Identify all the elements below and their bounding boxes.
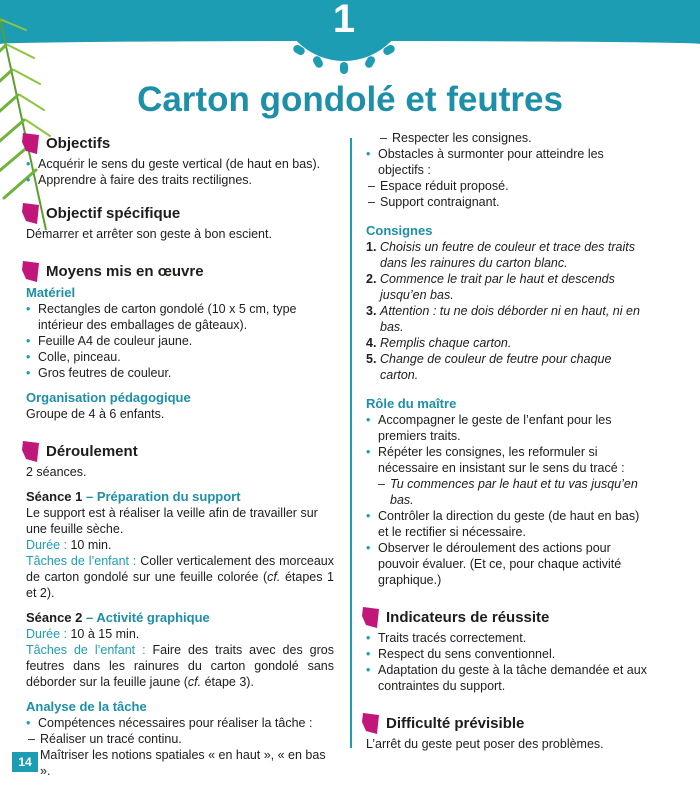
list-item: • Obstacles à surmonter pour atteindre les objectifs : bbox=[366, 146, 648, 178]
brush-mark-icon bbox=[360, 710, 382, 736]
list-item: • Traits tracés correctement. bbox=[366, 630, 648, 646]
section-title: Indicateurs de réussite bbox=[386, 608, 550, 626]
duree-line bbox=[26, 537, 334, 553]
paragraph: Le support est à réaliser la veille afin de travailler sur une feuille sèche. bbox=[26, 506, 318, 536]
materiel-list bbox=[26, 301, 334, 381]
obstacles-dash-list bbox=[368, 178, 648, 210]
continued-dash-list bbox=[380, 130, 648, 146]
value: 10 à 15 min. bbox=[70, 627, 140, 641]
list-item: • Répéter les consignes, les reformuler si nécessaire en insistant sur le sens du tracé : bbox=[366, 444, 648, 476]
list-item: – Espace réduit proposé. bbox=[368, 178, 648, 194]
role-list-2 bbox=[366, 508, 648, 588]
paragraph: Groupe de 4 à 6 enfants. bbox=[26, 407, 165, 421]
label: Durée : bbox=[26, 627, 71, 641]
list-item: – Réaliser un tracé continu. bbox=[28, 731, 334, 747]
list-item: 4. Remplis chaque carton. bbox=[366, 336, 512, 350]
left-column bbox=[26, 130, 334, 779]
list-item: • Acquérir le sens du geste vertical (de haut en bas). bbox=[26, 156, 334, 172]
paragraph: L’arrêt du geste peut poser des problèmes. bbox=[366, 737, 604, 751]
paragraph: 2 séances. bbox=[26, 465, 87, 479]
column-divider bbox=[350, 138, 352, 748]
role-list bbox=[366, 412, 648, 476]
seance-number: Séance 2 bbox=[26, 610, 83, 625]
list-item: • Compétences nécessaires pour réaliser la tâche : bbox=[26, 715, 334, 731]
subheading-seance-2 bbox=[26, 609, 334, 626]
obstacles-list bbox=[366, 146, 648, 178]
indicateurs-list bbox=[366, 630, 648, 694]
activity-number: 1 bbox=[332, 0, 356, 41]
label: Tâches de l’enfant : bbox=[26, 554, 141, 568]
section-objectifs bbox=[26, 130, 334, 156]
section-difficulte bbox=[366, 710, 648, 736]
page-title: Carton gondolé et feutres bbox=[137, 80, 563, 119]
text: cf. bbox=[267, 570, 281, 584]
brush-mark-icon bbox=[20, 130, 42, 156]
label: Durée : bbox=[26, 538, 71, 552]
subheading-analyse: Analyse de la tâche bbox=[26, 699, 147, 714]
analyse-dash-list bbox=[28, 731, 334, 779]
subheading-materiel: Matériel bbox=[26, 285, 76, 300]
seance-title: – Préparation du support bbox=[82, 489, 241, 504]
list-item: • Apprendre à faire des traits rectilignes. bbox=[26, 172, 334, 188]
brush-mark-icon bbox=[20, 258, 42, 284]
brush-mark-icon bbox=[360, 604, 382, 630]
label: Tâches de l’enfant : bbox=[26, 643, 153, 657]
brush-mark-icon bbox=[20, 200, 42, 226]
text: étapes 1 et 2). bbox=[26, 570, 334, 600]
value: 10 min. bbox=[70, 538, 112, 552]
section-objectif-specifique bbox=[26, 200, 334, 226]
list-item: • Colle, pinceau. bbox=[26, 349, 334, 365]
list-item: 2. Commence le trait par le haut et descends jusqu’en bas. bbox=[366, 272, 615, 302]
list-item: • Feuille A4 de couleur jaune. bbox=[26, 333, 334, 349]
list-item: • Accompagner le geste de l’enfant pour les premiers traits. bbox=[366, 412, 648, 444]
duree-line bbox=[26, 626, 334, 642]
list-item: 5. Change de couleur de feutre pour chaque carton. bbox=[366, 352, 612, 382]
list-item: 3. Attention : tu ne dois déborder ni en haut, ni en bas. bbox=[366, 304, 640, 334]
list-item: 1. Choisis un feutre de couleur et trace des traits dans les rainures du carton blanc. bbox=[366, 240, 635, 270]
section-deroulement bbox=[26, 438, 334, 464]
section-title: Objectif spécifique bbox=[46, 204, 181, 222]
list-item: – Support contraignant. bbox=[368, 194, 648, 210]
paragraph: Démarrer et arrêter son geste à bon escient. bbox=[26, 227, 272, 241]
section-title: Déroulement bbox=[46, 442, 138, 460]
section-indicateurs bbox=[366, 604, 648, 630]
subheading-role: Rôle du maître bbox=[366, 396, 457, 411]
section-title: Difficulté prévisible bbox=[386, 714, 525, 732]
page-number: 14 bbox=[12, 752, 38, 772]
text: Coller verticalement des morceaux de carton gondolé sur une feuille colorée ( bbox=[26, 554, 334, 584]
list-item: • Gros feutres de couleur. bbox=[26, 365, 334, 381]
sun-ray-icon bbox=[340, 62, 348, 74]
seance-title: – Activité graphique bbox=[82, 610, 210, 625]
list-item: • Contrôler la direction du geste (de haut en bas) et le rectifier si nécessaire. bbox=[366, 508, 648, 540]
list-item: – Maîtriser les notions spatiales « en haut », « en bas ». bbox=[28, 747, 334, 779]
section-title: Moyens mis en œuvre bbox=[46, 262, 204, 280]
analyse-list bbox=[26, 715, 334, 731]
section-title: Objectifs bbox=[46, 134, 111, 152]
list-item: • Rectangles de carton gondolé (10 x 5 cm, type intérieur des emballages de gâteaux). bbox=[26, 301, 334, 333]
subheading-organisation: Organisation pédagogique bbox=[26, 390, 191, 405]
list-item: – Tu commences par le haut et tu vas jusqu’en bas. bbox=[378, 476, 648, 508]
list-item: – Respecter les consignes. bbox=[380, 130, 648, 146]
text: étape 3). bbox=[201, 675, 254, 689]
section-moyens bbox=[26, 258, 334, 284]
role-dash-list bbox=[378, 476, 648, 508]
consignes-list bbox=[366, 239, 648, 383]
seance-number: Séance 1 bbox=[26, 489, 83, 504]
brush-mark-icon bbox=[20, 438, 42, 464]
taches-line bbox=[26, 553, 334, 601]
objectifs-list bbox=[26, 156, 334, 188]
subheading-seance-1 bbox=[26, 488, 334, 505]
text: cf. bbox=[187, 675, 202, 689]
list-item: • Respect du sens conventionnel. bbox=[366, 646, 648, 662]
list-item: • Adaptation du geste à la tâche demandée et aux contraintes du support. bbox=[366, 662, 648, 694]
taches-line bbox=[26, 642, 334, 690]
list-item: • Observer le déroulement des actions pour pouvoir évaluer. (Et ce, pour chaque activité graphique.) bbox=[366, 540, 648, 588]
subheading-consignes: Consignes bbox=[366, 223, 433, 238]
text: Faire des traits avec des gros feutres dans les rainures du carton gondolé sans déborder sur la feuille jaune ( bbox=[26, 643, 334, 689]
right-column bbox=[366, 130, 648, 752]
